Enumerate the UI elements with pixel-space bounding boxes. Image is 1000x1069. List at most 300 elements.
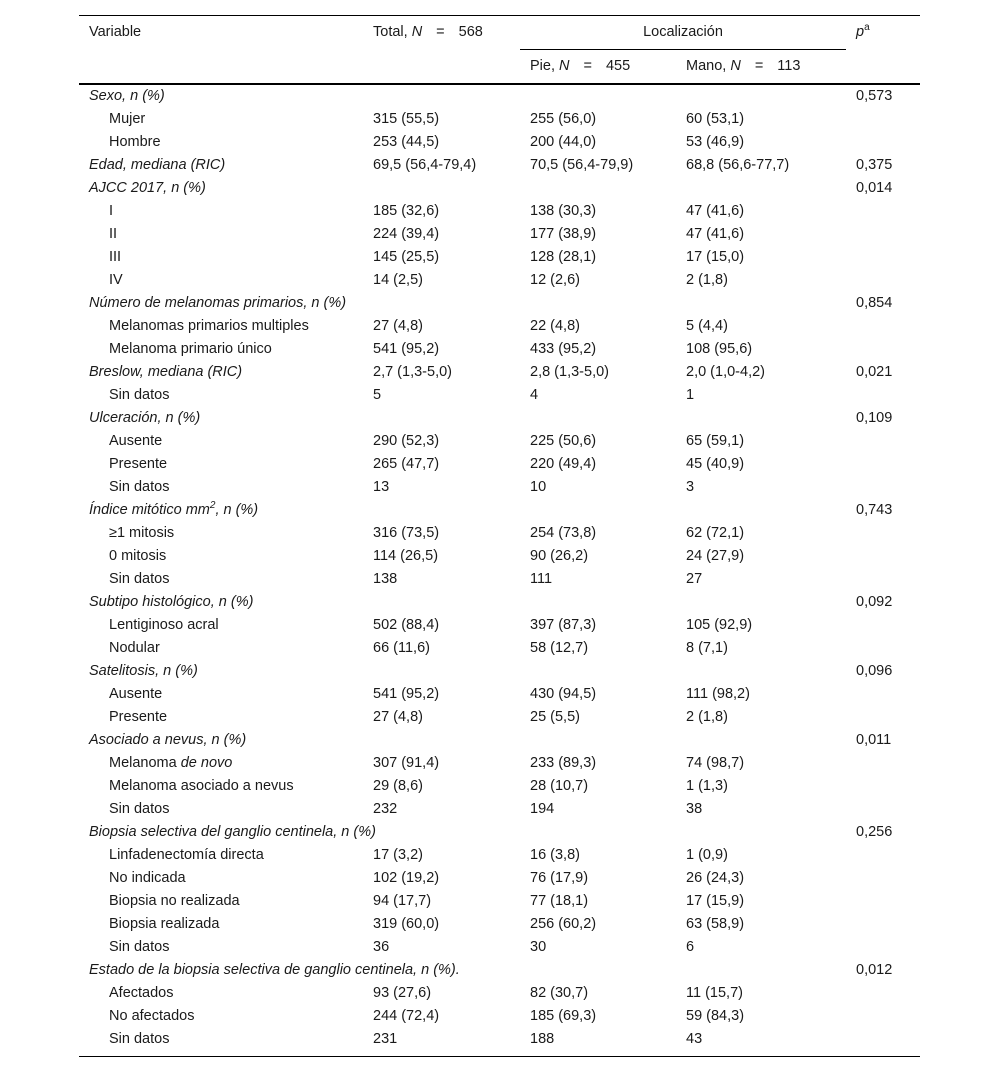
cell-p — [846, 545, 920, 568]
cell-mano: 59 (84,3) — [686, 1008, 745, 1024]
row-label — [79, 315, 363, 338]
cell-pie — [520, 292, 676, 315]
header-localizacion: Localización — [520, 16, 846, 50]
cell-p — [846, 798, 920, 821]
row-label — [79, 821, 376, 844]
row-label-text: Linfadenectomía directa — [109, 847, 264, 863]
row-label — [79, 1028, 363, 1057]
row-label-text: Melanoma primario único — [109, 341, 272, 357]
cell-mano: 2 (1,8) — [686, 272, 728, 288]
cell-pie: 2,8 (1,3-5,0) — [530, 364, 609, 380]
table-row — [79, 384, 920, 407]
row-label — [79, 108, 363, 131]
row-label-text: Estado de la biopsia selectiva de ganglio centinela, n (%). — [89, 962, 460, 978]
cell-p — [846, 246, 920, 269]
header-total-n: 568 — [458, 24, 483, 41]
cell-pie: 111 — [530, 571, 553, 587]
table-row — [79, 522, 920, 545]
cell-p — [846, 338, 920, 361]
cell-mano: 27 — [686, 571, 703, 587]
row-label-italic: de novo — [180, 755, 233, 771]
row-label-text: Asociado a nevus, n (%) — [89, 732, 247, 748]
cell-total: 244 (72,4) — [373, 1008, 440, 1024]
row-label — [79, 545, 363, 568]
cell-pie — [520, 499, 676, 522]
table-row — [79, 890, 920, 913]
header-pie-n-symbol: N — [559, 58, 570, 74]
category-row — [79, 729, 920, 752]
cell-p — [846, 890, 920, 913]
cell-mano: 68,8 (56,6-77,7) — [686, 157, 790, 173]
cell-pie: 82 (30,7) — [530, 985, 589, 1001]
cell-mano: 26 (24,3) — [686, 870, 745, 886]
header-mano-n: 113 — [777, 58, 801, 74]
header-mano-eq: = — [754, 58, 764, 74]
row-label — [79, 890, 363, 913]
cell-mano: 47 (41,6) — [686, 226, 745, 242]
cell-mano: 1 (1,3) — [686, 778, 728, 794]
cell-mano: 60 (53,1) — [686, 111, 745, 127]
cell-total — [363, 821, 520, 844]
cell-p — [846, 476, 920, 499]
cell-p — [846, 614, 920, 637]
header-mano-prefix: Mano, — [686, 58, 731, 74]
header-total — [363, 16, 520, 50]
cell-total: 290 (52,3) — [373, 433, 440, 449]
table-row — [79, 614, 920, 637]
cell-pie: 255 (56,0) — [530, 111, 597, 127]
row-label — [79, 223, 363, 246]
cell-pie: 28 (10,7) — [530, 778, 589, 794]
table-row — [79, 131, 920, 154]
cell-p — [846, 867, 920, 890]
row-label-text: Breslow, mediana (RIC) — [89, 364, 243, 380]
cell-p: 0,092 — [856, 594, 893, 610]
cell-total: 14 (2,5) — [373, 272, 423, 288]
cell-total: 94 (17,7) — [373, 893, 432, 909]
cell-pie: 433 (95,2) — [530, 341, 597, 357]
cell-mano — [676, 177, 846, 200]
row-label-text: 0 mitosis — [109, 548, 167, 564]
cell-total: 27 (4,8) — [373, 709, 423, 725]
cell-total: 232 — [373, 801, 398, 817]
header-mano — [676, 50, 846, 85]
row-label-text: III — [109, 249, 122, 265]
cell-total: 29 (8,6) — [373, 778, 423, 794]
row-label — [79, 844, 363, 867]
row-label — [79, 453, 363, 476]
cell-mano: 1 — [686, 387, 695, 403]
row-label — [79, 1005, 363, 1028]
table-row — [79, 867, 920, 890]
cell-total: 5 — [373, 387, 382, 403]
category-row — [79, 591, 920, 614]
row-label-text: IV — [109, 272, 123, 288]
row-label — [79, 407, 363, 430]
cell-pie — [520, 177, 676, 200]
cell-p: 0,012 — [856, 962, 893, 978]
cell-total — [363, 292, 520, 315]
row-label — [79, 683, 363, 706]
cell-total: 93 (27,6) — [373, 985, 432, 1001]
row-label-text: Hombre — [109, 134, 161, 150]
row-label-text: Melanomas primarios multiples — [109, 318, 309, 334]
row-label-text: No indicada — [109, 870, 186, 886]
cell-pie — [520, 407, 676, 430]
cell-total: 138 — [373, 571, 398, 587]
header-total-prefix: Total, — [373, 24, 412, 41]
row-label — [79, 982, 363, 1005]
table-row — [79, 844, 920, 867]
table-row — [79, 683, 920, 706]
table-row — [79, 476, 920, 499]
row-label-text: Mujer — [109, 111, 146, 127]
table-row — [79, 637, 920, 660]
header-total-n-symbol: N — [411, 24, 423, 41]
row-label-text: Sin datos — [109, 939, 170, 955]
row-label-text: Sin datos — [109, 387, 170, 403]
row-label-text: II — [109, 226, 118, 242]
row-label — [79, 660, 363, 683]
row-label — [79, 476, 363, 499]
cell-p — [846, 568, 920, 591]
cell-p — [846, 752, 920, 775]
category-row — [79, 407, 920, 430]
table-row — [79, 108, 920, 131]
cell-mano: 17 (15,9) — [686, 893, 745, 909]
cell-p — [846, 637, 920, 660]
row-label — [79, 499, 363, 522]
header-pie-eq: = — [583, 58, 592, 74]
cell-total — [363, 84, 520, 108]
cell-pie: 397 (87,3) — [530, 617, 597, 633]
cell-total: 541 (95,2) — [373, 341, 440, 357]
table-body — [79, 84, 920, 1057]
table-row — [79, 338, 920, 361]
cell-p: 0,011 — [856, 732, 892, 748]
row-label — [79, 867, 363, 890]
cell-mano: 62 (72,1) — [686, 525, 745, 541]
row-label — [79, 591, 363, 614]
cell-pie — [520, 959, 676, 982]
category-row — [79, 292, 920, 315]
cell-p — [846, 1005, 920, 1028]
cell-pie: 225 (50,6) — [530, 433, 597, 449]
row-label-text: Número de melanomas primarios, n (%) — [89, 295, 347, 311]
row-label — [79, 775, 363, 798]
row-label — [79, 131, 363, 154]
cell-pie: 194 — [530, 801, 555, 817]
cell-p: 0,014 — [856, 180, 893, 196]
table-row — [79, 752, 920, 775]
cell-mano — [676, 407, 846, 430]
cell-total: 114 (26,5) — [373, 548, 439, 564]
cell-mano — [676, 821, 846, 844]
cell-p — [846, 982, 920, 1005]
cell-mano: 11 (15,7) — [686, 985, 743, 1001]
category-row — [79, 361, 920, 384]
cell-total: 13 — [373, 479, 390, 495]
cell-total: 541 (95,2) — [373, 686, 440, 702]
row-label-text: I — [109, 203, 114, 219]
row-label — [79, 936, 363, 959]
cell-total: 102 (19,2) — [373, 870, 440, 886]
cell-p — [846, 913, 920, 936]
cell-p: 0,854 — [856, 295, 893, 311]
row-label-text: Biopsia no realizada — [109, 893, 240, 909]
category-row — [79, 154, 920, 177]
table-row — [79, 315, 920, 338]
cell-pie — [520, 660, 676, 683]
cell-mano: 2,0 (1,0-4,2) — [686, 364, 765, 380]
cell-pie: 220 (49,4) — [530, 456, 597, 472]
header-empty-5 — [846, 50, 920, 85]
row-label-text: Afectados — [109, 985, 174, 1001]
row-label-text: Satelitosis, n (%) — [89, 663, 198, 679]
cell-p — [846, 453, 920, 476]
row-label — [79, 798, 363, 821]
cell-p — [846, 200, 920, 223]
row-label-text: Nodular — [109, 640, 160, 656]
cell-pie — [520, 821, 676, 844]
cell-pie: 77 (18,1) — [530, 893, 589, 909]
table-row — [79, 269, 920, 292]
cell-pie: 430 (94,5) — [530, 686, 597, 702]
cell-mano: 5 (4,4) — [686, 318, 728, 334]
cell-total: 253 (44,5) — [373, 134, 440, 150]
row-label-text: Biopsia realizada — [109, 916, 220, 932]
row-label-text: Ausente — [109, 433, 163, 449]
header-variable: Variable — [79, 16, 363, 50]
cell-pie: 76 (17,9) — [530, 870, 589, 886]
cell-p — [846, 384, 920, 407]
cell-pie: 128 (28,1) — [530, 249, 597, 265]
table-row — [79, 913, 920, 936]
cell-total — [363, 177, 520, 200]
row-label — [79, 959, 460, 982]
table-row — [79, 430, 920, 453]
cell-mano: 38 — [686, 801, 703, 817]
cell-mano: 3 — [686, 479, 695, 495]
table-row — [79, 545, 920, 568]
cell-pie: 16 (3,8) — [530, 847, 580, 863]
cell-mano: 24 (27,9) — [686, 548, 745, 564]
cell-mano: 74 (98,7) — [686, 755, 745, 771]
cell-pie: 30 — [530, 939, 547, 955]
cell-total: 231 — [363, 1028, 520, 1057]
row-label-text: Índice mitótico mm — [89, 502, 210, 518]
table-row — [79, 798, 920, 821]
cell-mano — [676, 292, 846, 315]
row-label-text: Sexo, n (%) — [89, 88, 165, 104]
cell-p — [846, 683, 920, 706]
cell-total: 185 (32,6) — [373, 203, 440, 219]
row-label-text: Melanoma asociado a nevus — [109, 778, 294, 794]
row-label-text: Biopsia selectiva del ganglio centinela, n (%) — [89, 824, 376, 840]
cell-mano — [676, 591, 846, 614]
cell-total: 224 (39,4) — [373, 226, 440, 242]
row-label — [79, 752, 363, 775]
cell-p — [846, 108, 920, 131]
row-label-text: No afectados — [109, 1008, 195, 1024]
cell-pie: 254 (73,8) — [530, 525, 597, 541]
table-row — [79, 246, 920, 269]
cell-p — [846, 522, 920, 545]
category-row — [79, 84, 920, 108]
cell-total: 27 (4,8) — [373, 318, 423, 334]
table-header — [79, 16, 920, 85]
header-p-label: p — [856, 24, 865, 41]
header-pie — [520, 50, 676, 85]
cell-total — [363, 499, 520, 522]
row-label — [79, 338, 363, 361]
cell-pie: 138 (30,3) — [530, 203, 597, 219]
row-label-sup: 2 — [209, 500, 216, 512]
row-label-text: Sin datos — [109, 571, 170, 587]
table-container — [79, 15, 920, 1057]
cell-pie: 90 (26,2) — [530, 548, 589, 564]
row-label-text: Presente — [109, 709, 168, 725]
cell-mano: 45 (40,9) — [686, 456, 745, 472]
cell-pie: 185 (69,3) — [530, 1008, 597, 1024]
category-row — [79, 959, 920, 982]
cell-total: 36 — [373, 939, 390, 955]
cell-p: 0,375 — [856, 157, 893, 173]
row-label — [79, 177, 363, 200]
table-row — [79, 1028, 920, 1057]
cell-pie: 58 (12,7) — [530, 640, 589, 656]
header-pie-n: 455 — [605, 58, 631, 74]
cell-total: 66 (11,6) — [373, 640, 430, 656]
row-label — [79, 729, 363, 752]
cell-total: 502 (88,4) — [373, 617, 440, 633]
row-label — [79, 522, 363, 545]
header-total-eq: = — [436, 24, 445, 41]
cell-mano: 63 (58,9) — [686, 916, 745, 932]
cell-p: 0,573 — [856, 88, 893, 104]
cell-mano — [676, 660, 846, 683]
cell-pie: 256 (60,2) — [530, 916, 597, 932]
cell-p — [846, 430, 920, 453]
row-label — [79, 384, 363, 407]
cell-mano: 6 — [686, 939, 695, 955]
cell-p — [846, 131, 920, 154]
cell-p — [846, 936, 920, 959]
cell-total: 17 (3,2) — [373, 847, 423, 863]
cell-total: 315 (55,5) — [373, 111, 440, 127]
cell-mano: 105 (92,9) — [686, 617, 753, 633]
row-label — [79, 361, 363, 384]
cell-pie: 10 — [530, 479, 547, 495]
cell-p: 0,096 — [856, 663, 893, 679]
cell-total: 69,5 (56,4-79,4) — [373, 157, 477, 173]
cell-total: 319 (60,0) — [373, 916, 440, 932]
row-label — [79, 637, 363, 660]
header-pie-prefix: Pie, — [530, 58, 560, 74]
row-label — [79, 154, 363, 177]
cell-pie: 200 (44,0) — [530, 134, 597, 150]
row-label — [79, 706, 363, 729]
cell-pie — [520, 729, 676, 752]
cell-pie: 177 (38,9) — [530, 226, 597, 242]
row-label-text: Lentiginoso acral — [109, 617, 219, 633]
cell-pie: 188 — [520, 1028, 676, 1057]
header-mano-n-symbol: N — [730, 58, 741, 74]
header-p-sup: a — [864, 22, 870, 34]
cell-total — [363, 729, 520, 752]
cell-mano — [676, 84, 846, 108]
table-row — [79, 706, 920, 729]
row-label — [79, 292, 363, 315]
cell-p — [846, 775, 920, 798]
row-label-text: Ausente — [109, 686, 163, 702]
cell-mano: 17 (15,0) — [686, 249, 745, 265]
row-label-suffix: , n (%) — [215, 502, 259, 518]
header-empty-1 — [79, 50, 363, 85]
row-label — [79, 200, 363, 223]
cell-p: 0,109 — [856, 410, 893, 426]
cell-p — [846, 315, 920, 338]
cell-mano: 53 (46,9) — [686, 134, 745, 150]
cell-mano: 65 (59,1) — [686, 433, 745, 449]
cell-mano — [676, 729, 846, 752]
table-row — [79, 200, 920, 223]
cell-pie — [520, 84, 676, 108]
cell-pie — [520, 591, 676, 614]
cell-total: 265 (47,7) — [373, 456, 440, 472]
cell-pie: 22 (4,8) — [530, 318, 580, 334]
cell-p: 0,256 — [856, 824, 893, 840]
cell-pie: 12 (2,6) — [530, 272, 580, 288]
cell-mano: 47 (41,6) — [686, 203, 745, 219]
row-label-text: Sin datos — [109, 1031, 170, 1047]
row-label-text: Sin datos — [109, 801, 170, 817]
row-label — [79, 246, 363, 269]
cell-p — [846, 706, 920, 729]
row-label-text: ≥1 mitosis — [109, 525, 175, 541]
cell-total: 307 (91,4) — [373, 755, 440, 771]
cell-mano: 111 (98,2) — [686, 686, 750, 702]
table-row — [79, 453, 920, 476]
data-table — [79, 15, 920, 1057]
cell-p — [846, 223, 920, 246]
row-label-text: Subtipo histológico, n (%) — [89, 594, 254, 610]
cell-pie: 25 (5,5) — [530, 709, 580, 725]
row-label — [79, 430, 363, 453]
header-empty-2 — [363, 50, 520, 85]
row-label — [79, 568, 363, 591]
cell-p — [846, 269, 920, 292]
row-label-text: Presente — [109, 456, 168, 472]
cell-p — [846, 844, 920, 867]
cell-total: 316 (73,5) — [373, 525, 440, 541]
cell-p: 0,743 — [856, 502, 893, 518]
cell-mano: 8 (7,1) — [686, 640, 728, 656]
cell-total: 2,7 (1,3-5,0) — [373, 364, 452, 380]
header-p — [846, 16, 920, 50]
table-row — [79, 223, 920, 246]
cell-p — [846, 1028, 920, 1057]
cell-total: 145 (25,5) — [373, 249, 440, 265]
row-label — [79, 614, 363, 637]
cell-mano: 2 (1,8) — [686, 709, 728, 725]
cell-pie: 233 (89,3) — [530, 755, 597, 771]
category-row — [79, 177, 920, 200]
row-label — [79, 84, 363, 108]
category-row — [79, 499, 920, 522]
table-row — [79, 936, 920, 959]
row-label — [79, 913, 363, 936]
